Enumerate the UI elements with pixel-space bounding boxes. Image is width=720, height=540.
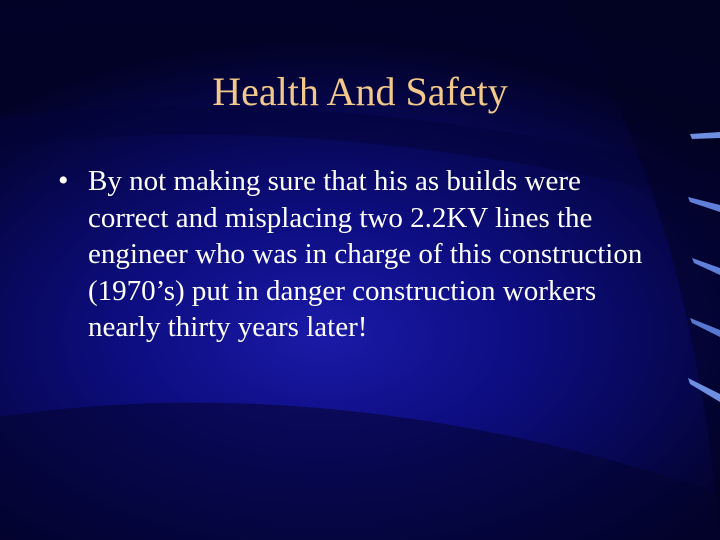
slide-title: Health And Safety: [212, 69, 508, 114]
bullet-list: [58, 163, 658, 346]
bullet-marker: •: [58, 164, 69, 197]
dark-band-lower: [0, 403, 720, 540]
bullet-text: By not making sure that his as builds were correct and misplacing two 2.2KV lines the engineer who was in charge of this construction (1970’s) put in danger construction workers nearly thirty years later!: [88, 165, 643, 343]
bullet-item: [58, 163, 658, 346]
